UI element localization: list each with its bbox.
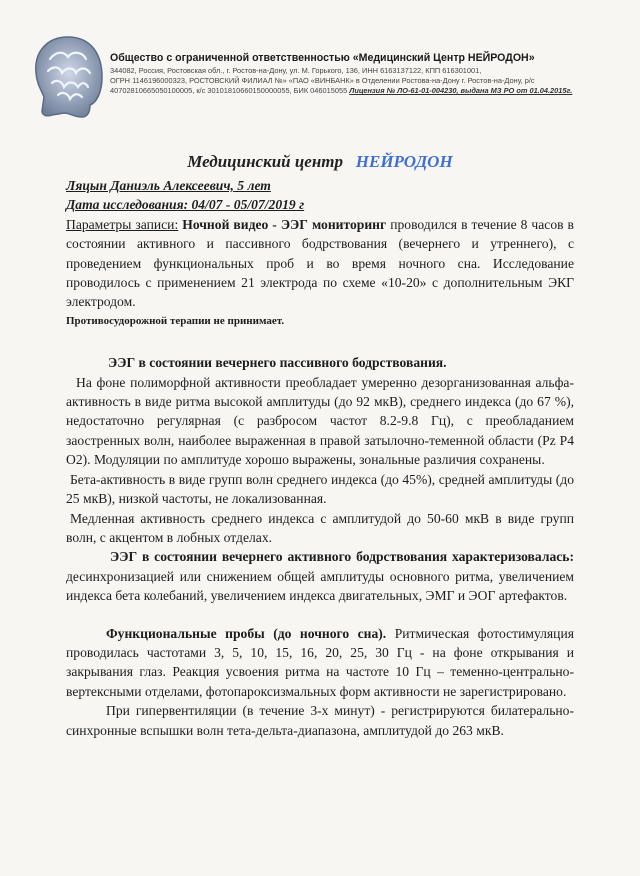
therapy-note: Противосудорожной терапии не принимает.	[66, 314, 285, 327]
section-tests-p2: При гипервентиляции (в течение 3-х минут) - регистрируются билатерально-синхронные вспышки волн тета-дельта-диапазона, амплитудой до 263 мкВ.	[66, 703, 574, 738]
params-label: Параметры записи:	[66, 216, 179, 232]
section-passive-p2: Бета-активность в виде групп волн среднего индекса (до 45%), средней амплитуды (до 25 мкВ), низкой частоты, не локализованная.	[66, 471, 574, 507]
section-active-bold: ЭЭГ в состоянии вечернего активного бодрствования характеризовалась:	[110, 549, 574, 565]
section-passive-p1: На фоне полиморфной активности преобладает умеренно дезорганизованная альфа-активность в виде ритма высокой амплитуды (до 92 мкВ), среднего индекса (до 67 %), недостаточно регулярная (с разбросом частот 8.2-9.8 Гц), с преобладанием заостренных волн, наиболее выраженная в правой затылочно-теменной области (Pz P4 O2). Модуляции по амплитуде хорошо выражены, зональные различия сохранены.	[66, 374, 574, 468]
details-line-3: 40702810665050100005, к/с 30101810660150000055, БИК 046015055	[110, 86, 348, 95]
section-tests	[66, 624, 574, 702]
section-passive-p3: Медленная активность среднего индекса с амплитудой до 50-60 мкВ в виде групп волн, с акцентом в лобных отделах.	[66, 510, 574, 545]
recording-params	[66, 215, 574, 312]
report-body	[66, 176, 574, 740]
title-prefix: Медицинский центр	[187, 152, 344, 171]
params-text: проводился в течение 8 часов в состоянии активного и пассивного бодрствования (вечернего и утреннего), с проведением функциональных проб и во время ночного сна. Исследование проводилось с применением 21 электрода по схеме «10-20» с дополнительным ЭКГ электродом.	[66, 216, 574, 310]
section-tests-text: Ритмическая фотостимуляция проводилась частотами 3, 5, 10, 15, 16, 20, 25, 30 Гц - на фоне открывания и закрывания глаз. Реакция усвоения ритма на частоте 10 Гц – теменно-центрально-вертексными отделами, фотопароксизмальных форм активности не зарегистрировано.	[66, 625, 574, 699]
organization-name: Общество с ограниченной ответственностью «Медицинский Центр НЕЙРОДОН»	[110, 52, 535, 64]
title-brand: НЕЙРОДОН	[355, 152, 453, 171]
section-tests-bold: Функциональные пробы (до ночного сна).	[106, 625, 387, 641]
organization-block	[110, 52, 610, 96]
params-bold: Ночной видео - ЭЭГ мониторинг	[182, 216, 387, 232]
brain-head-icon	[30, 33, 106, 119]
section-passive-heading: ЭЭГ в состоянии вечернего пассивного бодрствования.	[108, 355, 447, 371]
details-line-1: 344082, Россия, Ростовская обл., г. Ростов-на-Дону, ул. М. Горького, 136, ИНН 6163137122, КПП 616301001,	[110, 66, 482, 75]
exam-date: Дата исследования: 04/07 - 05/07/2019 г	[66, 197, 305, 213]
patient-name: Ляцын Даниэль Алексеевич, 5 лет	[66, 178, 271, 193]
section-active-text: десинхронизацией или снижением общей амплитуды основного ритма, увеличением индекса бета колебаний, увеличением индекса двигательных, ЭМГ и ЭОГ артефактов.	[66, 568, 574, 604]
section-active	[66, 547, 574, 605]
organization-details	[110, 66, 610, 96]
document-title	[0, 152, 640, 172]
details-line-2: ОГРН 1146196000323, РОСТОВСКИЙ ФИЛИАЛ №» «ПАО «ВИНБАНК» в Отделении Ростова-на-Дону г. Ростов-на-Дону, р/с	[110, 76, 535, 85]
license-text: Лицензия № ЛО-61-01-004230, выдана МЗ РО от 01.04.2015г.	[349, 86, 573, 95]
